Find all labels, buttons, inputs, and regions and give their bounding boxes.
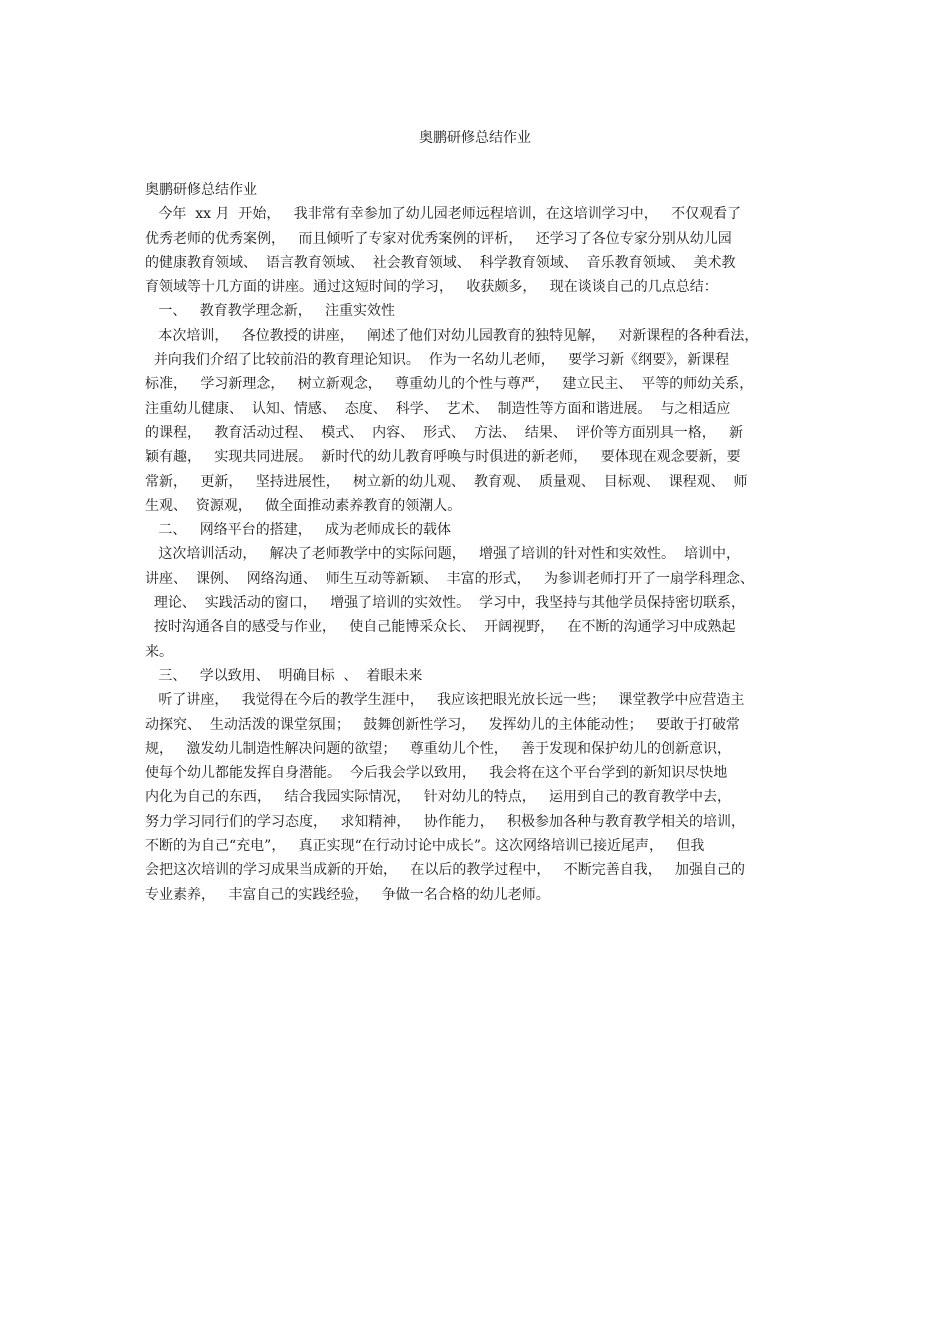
body-line: 会把这次培训的学习成果当成新的开始， 在以后的教学过程中， 不断完善自我， 加强自己的 — [145, 862, 746, 879]
document-subtitle: 奥鹏研修总结作业 — [145, 182, 257, 198]
body-line: 育领域等十几方面的讲座。通过这短时间的学习， 收获颇多， 现在谈谈自己的几点总结： — [145, 279, 718, 296]
body-line: 来。 — [145, 643, 173, 660]
body-line: 的健康教育领域、 语言教育领域、 社会教育领域、 科学教育领域、 音乐教育领域、 美术教 — [145, 254, 736, 271]
body-line: 使每个幼儿都能发挥自身潜能。 今后我会学以致用， 我会将在这个平台学到的新知识尽快地 — [145, 765, 728, 782]
body-line: 内化为自己的东西， 结合我园实际情况， 针对幼儿的特点， 运用到自己的教育教学中去， — [145, 789, 732, 806]
body-line: 理论、 实践活动的窗口， 增强了培训的实效性。 学习中，我坚持与其他学员保持密切联系， — [145, 595, 746, 612]
body-line: 不断的为自己“充电”， 真正实现“在行动讨论中成长”。这次网络培训已接近尾声， 但我 — [145, 838, 705, 855]
body-line: 本次培训， 各位教授的讲座， 阐述了他们对幼儿园教育的独特见解， 对新课程的各种看法， — [145, 327, 759, 344]
body-line: 优秀老师的优秀案例， 而且倾听了专家对优秀案例的评析， 还学习了各位专家分别从幼儿园 — [145, 230, 732, 247]
body-line: 并向我们介绍了比较前沿的教育理论知识。 作为一名幼儿老师， 要学习新《纲要》，新课程 — [145, 352, 730, 369]
document-title: 奥鹏研修总结作业 — [419, 130, 531, 146]
body-line: 努力学习同行们的学习态度， 求知精神， 协作能力， 积极参加各种与教育教学相关的培训， — [145, 813, 746, 830]
body-line: 三、 学以致用、 明确目标 、 着眼未来 — [145, 667, 423, 684]
body-line: 标准， 学习新理念， 树立新观念， 尊重幼儿的个性与尊严， 建立民主、 平等的师幼关系， — [145, 376, 754, 393]
body-line: 讲座、 课例、 网络沟通、 师生互动等新颖、 丰富的形式， 为参训老师打开了一扇学科理念、 — [145, 570, 754, 587]
body-line: 这次培训活动， 解决了老师教学中的实际问题， 增强了培训的针对性和实效性。 培训中， — [145, 546, 740, 563]
body-line: 听了讲座， 我觉得在今后的教学生涯中， 我应该把眼光放长远一些； 课堂教学中应营造主 — [145, 692, 745, 709]
body-line: 动探究、 生动活泼的课堂氛围； 鼓舞创新性学习， 发挥幼儿的主体能动性； 要敢于打破常 — [145, 716, 740, 733]
body-line: 颖有趣， 实现共同进展。 新时代的幼儿教育呼唤与时俱进的新老师， 要体现在观念要新，要 — [145, 449, 741, 466]
body-line: 一、 教育教学理念新， 注重实效性 — [145, 303, 396, 320]
body-line: 的课程， 教育活动过程、 模式、 内容、 形式、 方法、 结果、 评价等方面别具一格， 新 — [145, 424, 744, 441]
body-line: 生观、 资源观， 做全面推动素养教育的领潮人。 — [145, 497, 462, 514]
body-line: 二、 网络平台的搭建， 成为老师成长的载体 — [145, 522, 452, 539]
body-line: 注重幼儿健康、 认知、情感、 态度、 科学、 艺术、 制造性等方面和谐进展。 与之相适应 — [145, 400, 731, 417]
body-line: 专业素养， 丰富自己的实践经验， 争做一名合格的幼儿老师。 — [145, 886, 550, 903]
document-body — [145, 178, 815, 907]
body-line: 常新， 更新， 坚持进展性， 树立新的幼儿观、 教育观、 质量观、 目标观、 课程观、 师 — [145, 473, 748, 490]
body-line: 今年 xx 月 开始， 我非常有幸参加了幼儿园老师远程培训，在这培训学习中， 不仅观看了 — [145, 206, 742, 223]
body-line: 规， 激发幼儿制造性解决问题的欲望； 尊重幼儿个性， 善于发现和保护幼儿的创新意识， — [145, 740, 732, 757]
body-line: 按时沟通各自的感受与作业， 使自己能博采众长、 开阔视野， 在不断的沟通学习中成熟起 — [145, 619, 736, 636]
